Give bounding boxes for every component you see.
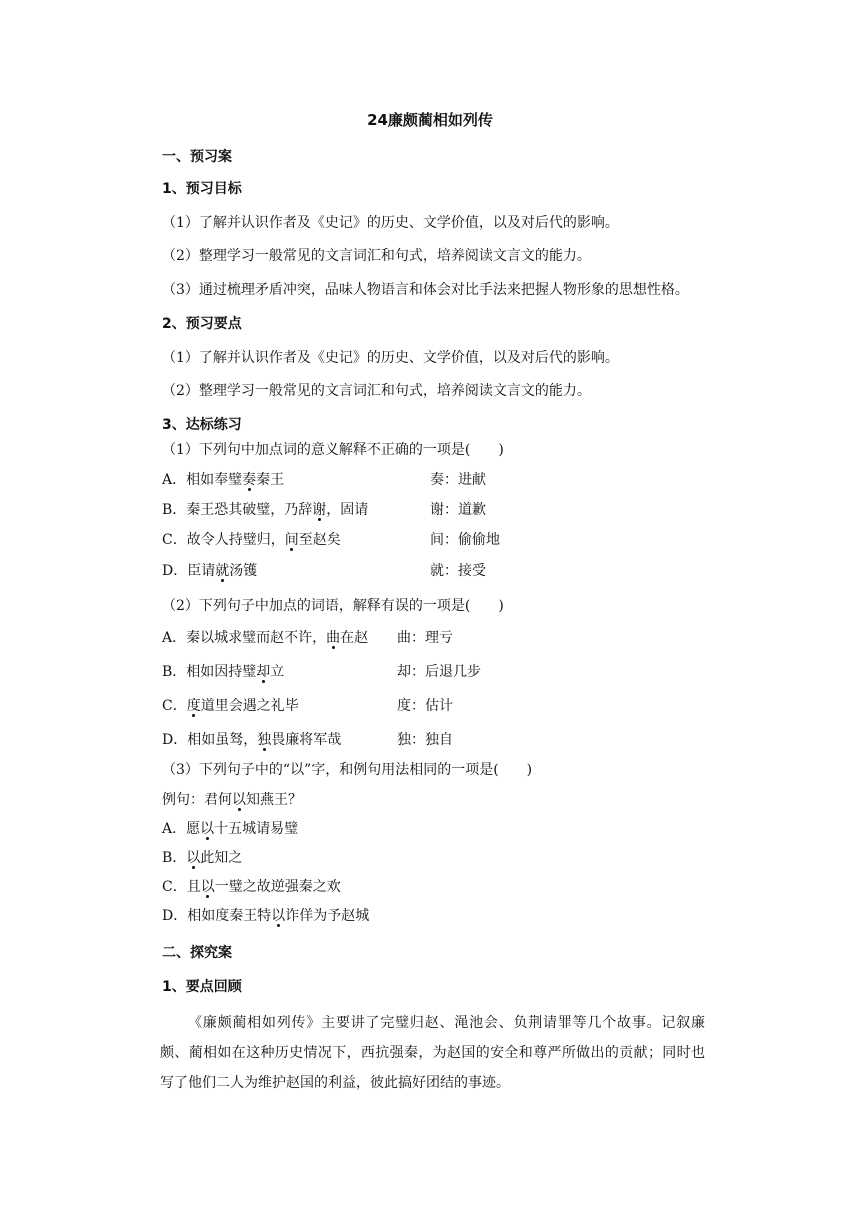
subheading-goals: 1、预习目标	[162, 181, 242, 197]
option-line	[162, 470, 284, 490]
dotted-word: 却	[256, 664, 271, 680]
text-span: 十五城请易璧	[214, 821, 299, 837]
text-span: 至赵矣	[298, 532, 341, 548]
text-span: 例句：君何	[162, 792, 232, 808]
dotted-word: 谢	[312, 502, 327, 518]
option-answer: 奏：进献	[430, 472, 486, 488]
dotted-word: 奏	[242, 472, 257, 488]
document-title: 24廉颇蔺相如列传	[367, 111, 493, 129]
dotted-word: 度	[186, 698, 201, 714]
dotted-word: 曲	[326, 630, 341, 646]
option-line	[162, 530, 341, 550]
section-heading-preview: 一、预习案	[162, 149, 232, 165]
text-span: B．相如因持璧	[162, 664, 257, 680]
review-paragraph: 《廉颇蔺相如列传》主要讲了完璧归赵、渑池会、负荆请罪等几个故事。记叙廉颇、蔺相如在这种历史情况下，西抗强秦，为赵国的安全和尊严所做出的贡献；同时也写了他们二人为维护赵国的利益，彼此搞好团结的事迹。	[160, 1015, 705, 1091]
text-span: 此知之	[200, 850, 243, 866]
text-span: ，固请	[326, 502, 369, 518]
goal-item: （3）通过梳理矛盾冲突，品味人物语言和体会对比手法来把握人物形象的思想性格。	[162, 282, 689, 298]
subheading-key-points: 2、预习要点	[162, 316, 242, 332]
option-line	[162, 848, 242, 868]
text-span: 知燕王？	[246, 792, 302, 808]
text-span: 立	[270, 664, 285, 680]
text-span: D．相如度秦王特	[162, 908, 272, 924]
option-answer: 曲：理亏	[397, 630, 453, 646]
text-span: B．秦王恐其破璧，乃辞	[162, 502, 313, 518]
dotted-word: 间	[284, 532, 299, 548]
option-line	[162, 730, 341, 750]
key-point-item: （1）了解并认识作者及《史记》的历史、文学价值，以及对后代的影响。	[162, 350, 619, 366]
text-span: A．愿	[162, 821, 201, 837]
dotted-word: 独	[257, 732, 272, 748]
option-line	[162, 628, 368, 648]
question-stem: （3）下列句子中的“以”字，和例句用法相同的一项是( )	[162, 762, 533, 778]
option-answer: 独：独自	[397, 732, 453, 748]
option-answer: 间：偷偷地	[430, 532, 500, 548]
option-answer: 谢：道歉	[430, 502, 486, 518]
text-span: 汤镬	[229, 563, 258, 579]
text-span: C．且	[162, 879, 201, 895]
dotted-word: 以	[232, 792, 246, 808]
text-span: 在赵	[340, 630, 369, 646]
option-line	[162, 696, 299, 716]
option-answer: 却：后退几步	[397, 664, 481, 680]
option-line	[162, 819, 298, 839]
subheading-exercises: 3、达标练习	[162, 417, 242, 433]
text-span: B．	[162, 850, 187, 866]
text-span: C．故令人持璧归，	[162, 532, 285, 548]
key-point-item: （2）整理学习一般常见的文言词汇和句式，培养阅读文言文的能力。	[162, 383, 591, 399]
goal-item: （1）了解并认识作者及《史记》的历史、文学价值，以及对后代的影响。	[162, 215, 619, 231]
option-line	[162, 662, 284, 682]
text-span: 道里会遇之礼毕	[200, 698, 299, 714]
text-span: 秦王	[256, 472, 285, 488]
goal-item: （2）整理学习一般常见的文言词汇和句式，培养阅读文言文的能力。	[162, 248, 591, 264]
question-stem: （2）下列句子中加点的词语，解释有误的一项是( )	[162, 598, 504, 614]
option-line	[162, 561, 257, 581]
text-span: D．臣请	[162, 563, 216, 579]
dotted-word: 以	[271, 908, 286, 924]
text-span: A．相如奉璧	[162, 472, 243, 488]
dotted-word: 以	[200, 879, 215, 895]
subheading-review: 1、要点回顾	[162, 979, 242, 995]
option-line	[162, 906, 369, 926]
question-stem: （1）下列句中加点词的意义解释不正确的一项是( )	[162, 442, 504, 458]
text-span: 畏廉将军哉	[271, 732, 342, 748]
option-answer: 就：接受	[430, 563, 486, 579]
dotted-word: 以	[186, 850, 201, 866]
text-span: A．秦以城求璧而赵不许，	[162, 630, 327, 646]
option-answer: 度：估计	[397, 698, 453, 714]
text-span: C．	[162, 698, 187, 714]
text-span: 诈佯为予赵城	[285, 908, 370, 924]
section-heading-inquiry: 二、探究案	[162, 945, 232, 961]
text-span: D．相如虽驽，	[162, 732, 258, 748]
option-line	[162, 877, 341, 897]
option-line	[162, 500, 368, 520]
dotted-word: 就	[215, 563, 230, 579]
example-sentence	[162, 790, 302, 810]
dotted-word: 以	[200, 821, 215, 837]
text-span: 一璧之故逆强秦之欢	[214, 879, 341, 895]
